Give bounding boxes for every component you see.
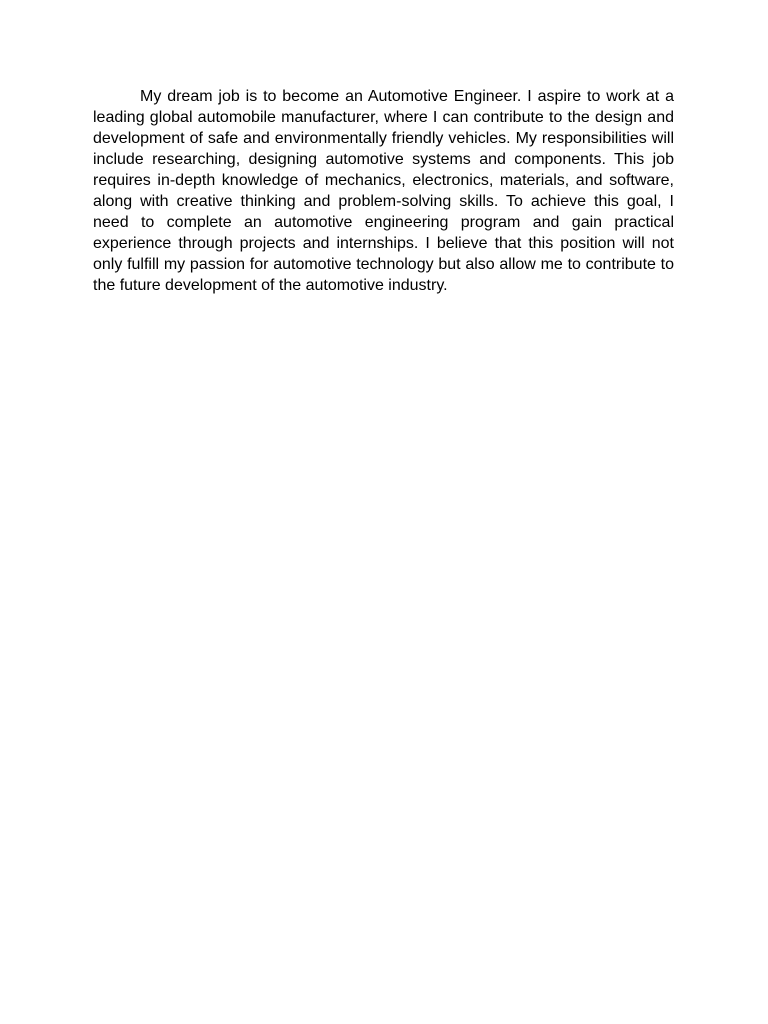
body-paragraph: My dream job is to become an Automotive Engineer. I aspire to work at a leading global automobile manufacturer, where I can contribute to the design and development of safe and environmentally friendly vehicles. My responsibilities will include researching, designing automotive systems and components. This job requires in-depth knowledge of mechanics, electronics, materials, and software, along with creative thinking and problem-solving skills. To achieve this goal, I need to complete an automotive engineering program and gain practical experience through projects and internships. I believe that this position will not only fulfill my passion for automotive technology but also allow me to contribute to the future development of the automotive industry. (93, 88, 674, 294)
